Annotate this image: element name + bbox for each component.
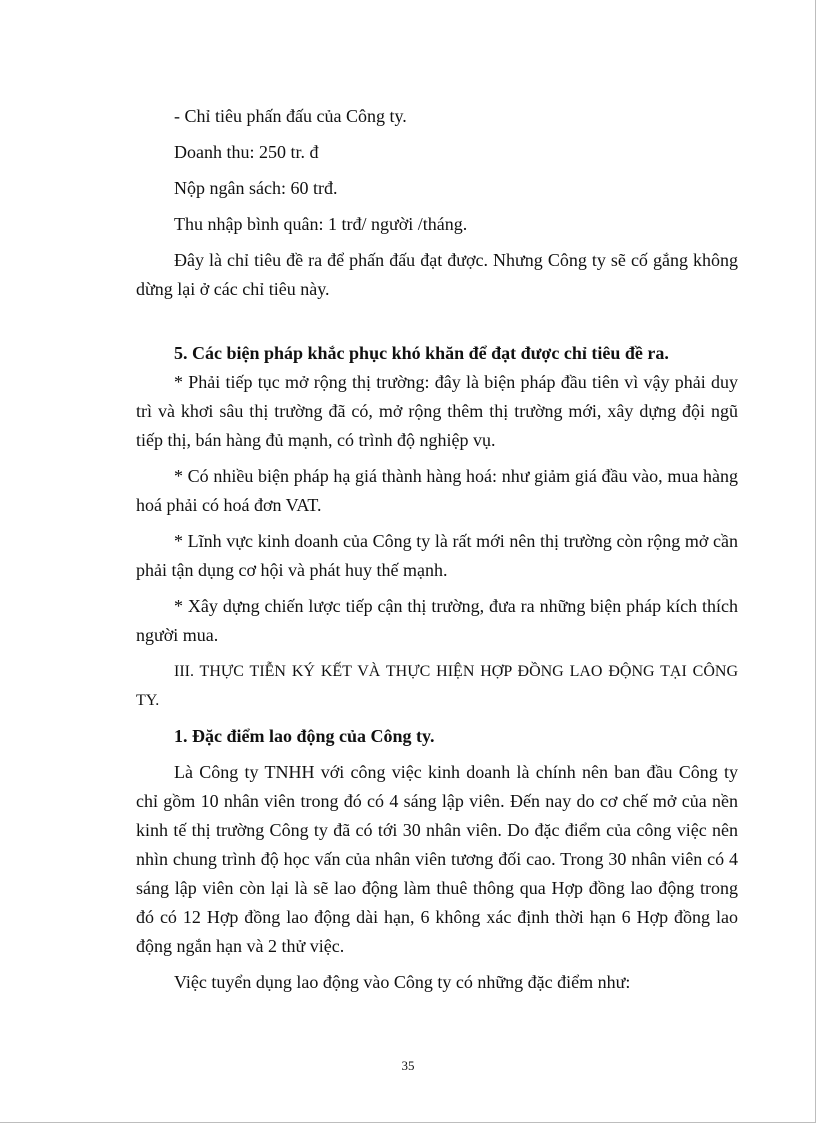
section-iii-heading: III. THỰC TIỄN KÝ KẾT VÀ THỰC HIỆN HỢP ĐỒNG LAO ĐỘNG TẠI CÔNG TY. (136, 663, 738, 709)
page-number: 35 (401, 1058, 415, 1073)
target-revenue: Doanh thu: 250 tr. đ (174, 142, 319, 162)
measure-item: * Có nhiều biện pháp hạ giá thành hàng hoá: như giảm giá đầu vào, mua hàng hoá phải có hoá đơn VAT. (136, 466, 738, 515)
measure-item: * Lĩnh vực kinh doanh của Công ty là rất mới nên thị trường còn rộng mở cần phải tận dụng cơ hội và phát huy thế mạnh. (136, 531, 738, 580)
target-intro: - Chỉ tiêu phấn đấu của Công ty. (174, 106, 407, 126)
target-income: Thu nhập bình quân: 1 trđ/ người /tháng. (174, 214, 468, 234)
target-budget: Nộp ngân sách: 60 trđ. (174, 178, 338, 198)
measure-item: * Xây dựng chiến lược tiếp cận thị trường, đưa ra những biện pháp kích thích người mua. (136, 596, 738, 645)
section-5-heading: 5. Các biện pháp khắc phục khó khăn để đạt được chỉ tiêu đề ra. (174, 343, 669, 363)
labor-paragraph: Là Công ty TNHH với công việc kinh doanh là chính nên ban đầu Công ty chỉ gồm 10 nhân viên trong đó có 4 sáng lập viên. Đến nay do cơ chế mở của nền kinh tế thị trường Công ty đã có tới 30 nhân viên. Do đặc điểm của công việc nên nhìn chung trình độ học vấn của nhân viên tương đối cao. Trong 30 nhân viên có 4 sáng lập viên còn lại là sẽ lao động làm thuê thông qua Hợp đồng lao động trong đó có 12 Hợp đồng lao động dài hạn, 6 không xác định thời hạn 6 Hợp đồng lao động ngắn hạn và 2 thử việc. (136, 762, 738, 956)
target-summary: Đây là chỉ tiêu đề ra để phấn đấu đạt được. Nhưng Công ty sẽ cố gắng không dừng lại ở các chỉ tiêu này. (136, 250, 738, 299)
measure-item: * Phải tiếp tục mở rộng thị trường: đây là biện pháp đầu tiên vì vậy phải duy trì và khơi sâu thị trường đã có, mở rộng thêm thị trường mới, xây dựng đội ngũ tiếp thị, bán hàng đủ mạnh, có trình độ nghiệp vụ. (136, 372, 738, 450)
labor-characteristics-heading: 1. Đặc điểm lao động của Công ty. (174, 726, 435, 746)
document-body (136, 102, 738, 997)
recruitment-paragraph: Việc tuyển dụng lao động vào Công ty có những đặc điểm như: (174, 972, 631, 992)
